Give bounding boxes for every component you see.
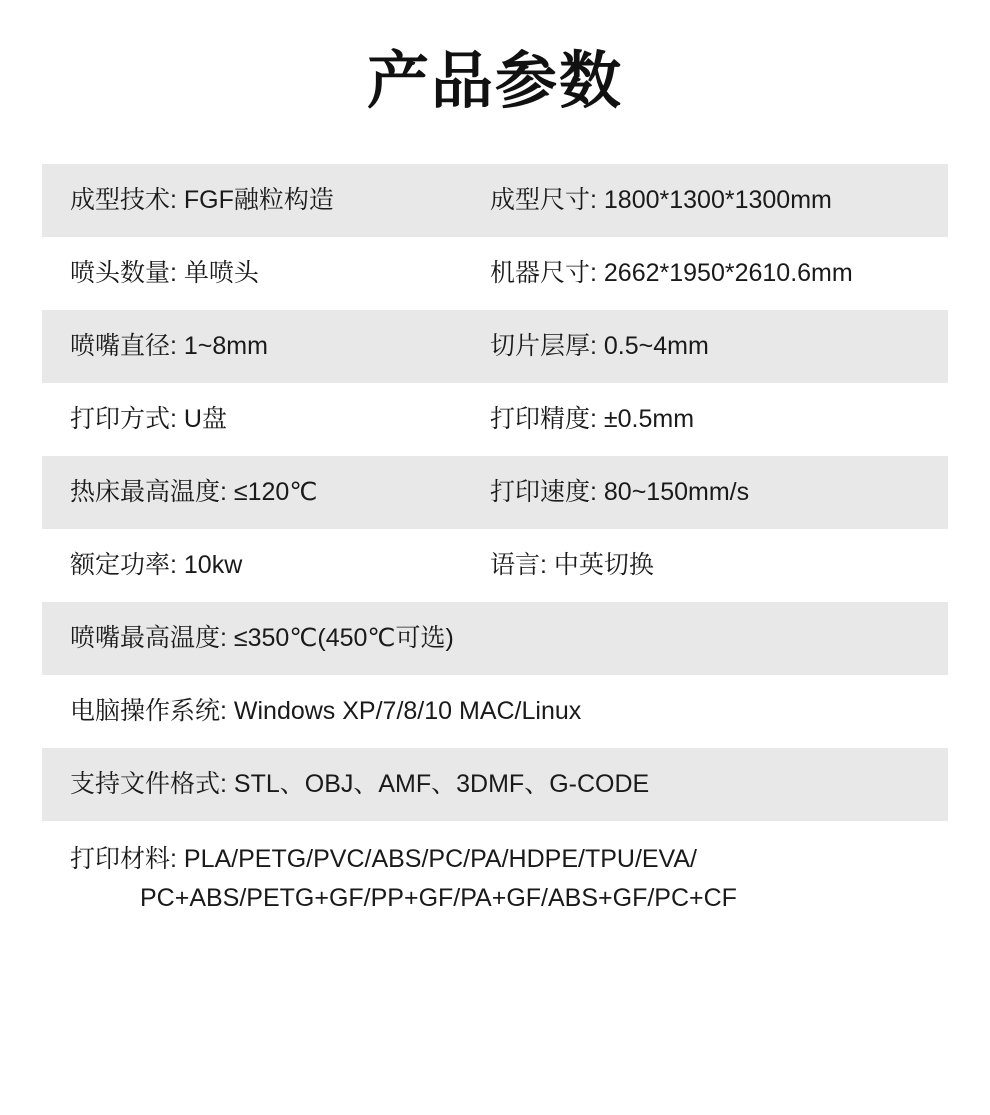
table-row	[42, 456, 948, 529]
spec-cell-left: 热床最高温度: ≤120℃	[70, 477, 318, 506]
spec-cell-full: 支持文件格式: STL、OBJ、AMF、3DMF、G-CODE	[70, 769, 650, 798]
spec-table	[42, 164, 948, 937]
spec-cell-full: 喷嘴最高温度: ≤350℃(450℃可选)	[70, 623, 454, 652]
table-row	[42, 529, 948, 602]
spec-cell-materials	[70, 840, 938, 918]
spec-cell-right: 语言: 中英切换	[490, 550, 654, 579]
table-row	[42, 383, 948, 456]
page-title: 产品参数	[366, 47, 623, 116]
spec-cell-left: 喷头数量: 单喷头	[70, 258, 259, 287]
spec-cell-right: 打印速度: 80~150mm/s	[490, 477, 750, 506]
table-row	[42, 602, 948, 675]
spec-cell-right: 成型尺寸: 1800*1300*1300mm	[490, 185, 832, 214]
spec-cell-right: 切片层厚: 0.5~4mm	[490, 331, 709, 360]
materials-line-1: 打印材料: PLA/PETG/PVC/ABS/PC/PA/HDPE/TPU/EVA/	[70, 845, 698, 874]
table-row	[42, 237, 948, 310]
spec-cell-right: 打印精度: ±0.5mm	[490, 404, 695, 433]
spec-cell-left: 打印方式: U盘	[70, 404, 227, 433]
table-row	[42, 748, 948, 821]
spec-cell-left: 成型技术: FGF融粒构造	[70, 185, 334, 214]
spec-cell-right: 机器尺寸: 2662*1950*2610.6mm	[490, 258, 853, 287]
table-row	[42, 675, 948, 748]
spec-cell-left: 喷嘴直径: 1~8mm	[70, 331, 268, 360]
table-row-materials	[42, 821, 948, 937]
materials-line-2: PC+ABS/PETG+GF/PP+GF/PA+GF/ABS+GF/PC+CF	[140, 884, 737, 913]
table-row	[42, 164, 948, 237]
table-row	[42, 310, 948, 383]
spec-cell-left: 额定功率: 10kw	[70, 550, 243, 579]
spec-cell-full: 电脑操作系统: Windows XP/7/8/10 MAC/Linux	[70, 696, 582, 725]
